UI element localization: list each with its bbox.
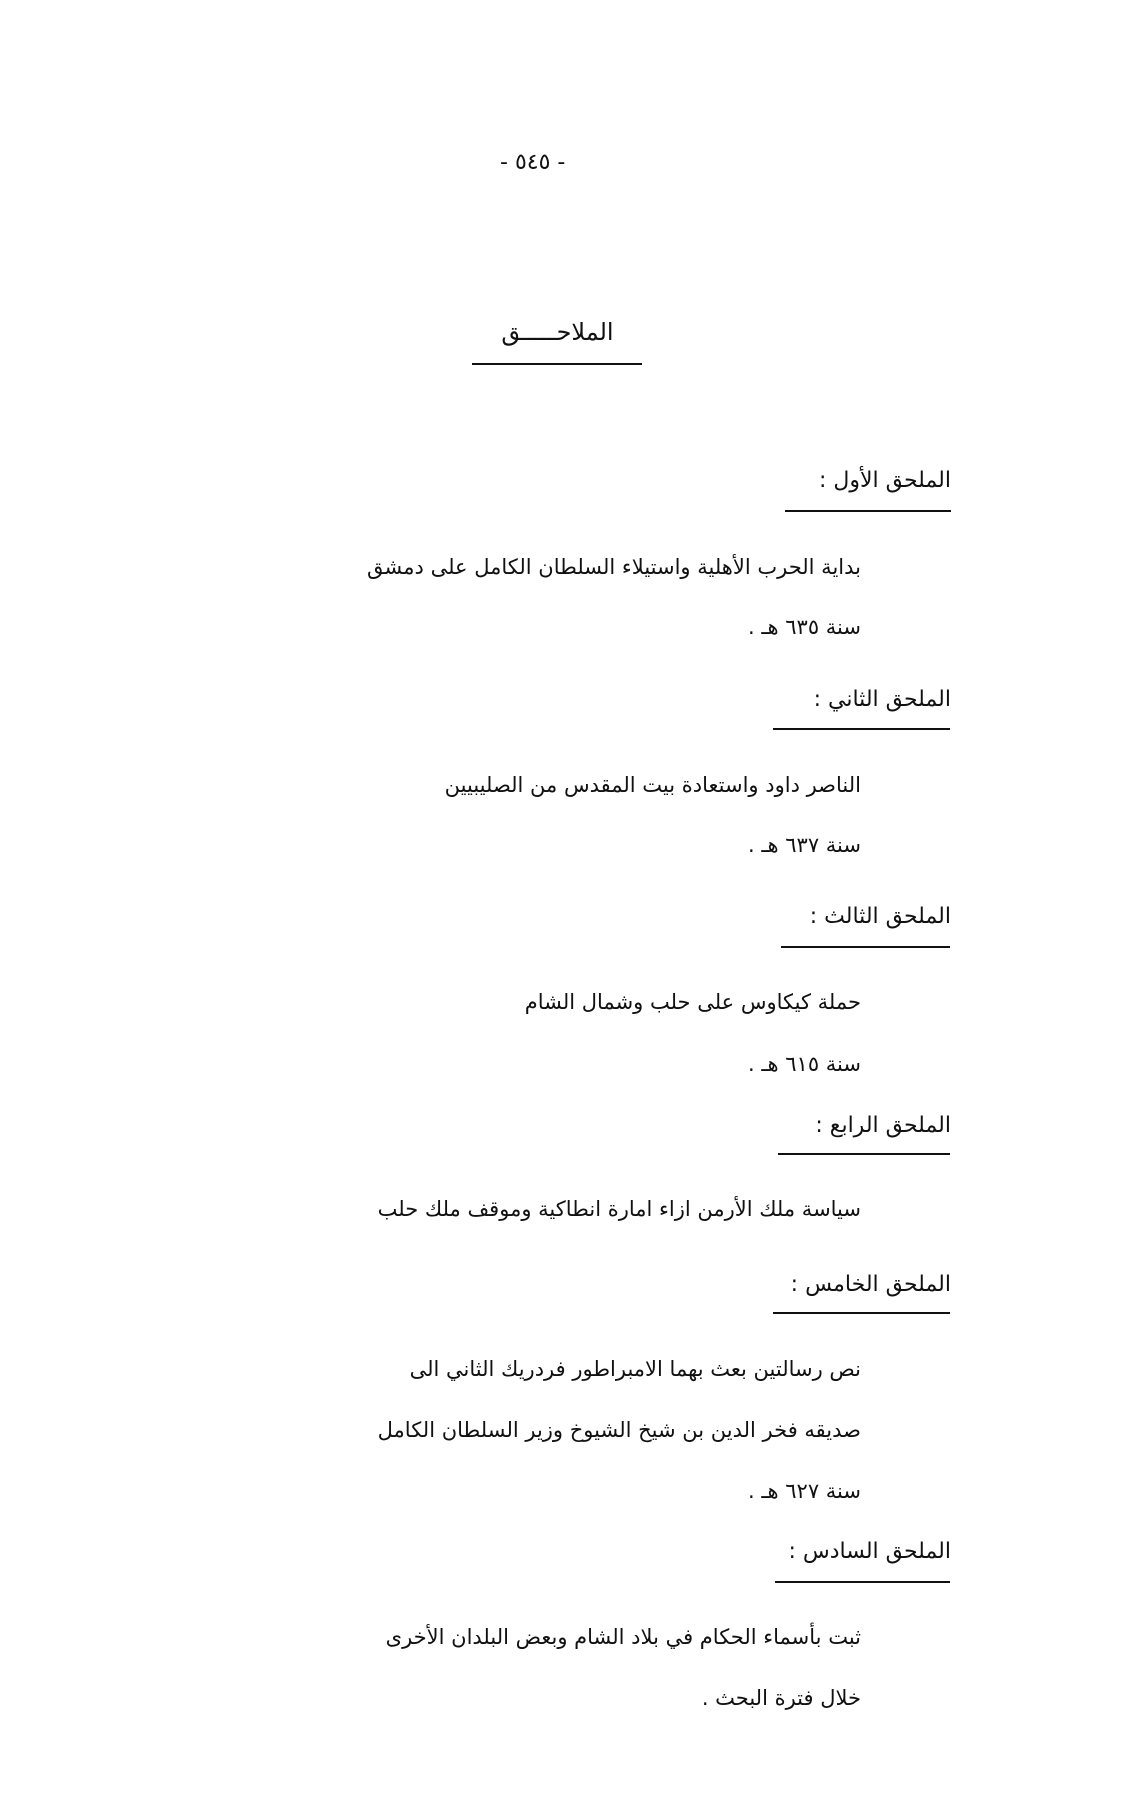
appendix-2-underline [773,728,950,730]
page-number: - ٥٤٥ - [500,150,566,175]
appendix-5-line-1: نص رسالتين بعث بهما الامبراطور فردريك الثاني الى [409,1357,861,1381]
appendix-5-underline [773,1312,950,1314]
appendix-2-heading: الملحق الثاني : [813,687,951,712]
appendix-5-line-2: صديقه فخر الدين بن شيخ الشيوخ وزير السلطان الكامل [377,1418,861,1442]
appendix-6-underline [775,1581,950,1583]
title-underline [472,363,642,365]
appendix-6-line-2: خلال فترة البحث . [701,1686,861,1710]
appendix-1-line-2: سنة ٦٣٥ هـ . [748,615,861,639]
appendix-3-heading: الملحق الثالث : [809,904,951,929]
appendix-3-line-1: حملة كيكاوس على حلب وشمال الشام [524,990,861,1014]
appendix-2-line-1: الناصر داود واستعادة بيت المقدس من الصليبيين [444,773,861,797]
appendix-1-underline [785,510,951,512]
page-title: الملاحـــــق [501,318,614,346]
appendix-6-heading: الملحق السادس : [788,1539,951,1564]
appendix-1-heading: الملحق الأول : [818,468,951,493]
appendix-3-underline [781,946,950,948]
appendix-4-heading: الملحق الرابع : [815,1113,951,1138]
appendix-1-line-1: بداية الحرب الأهلية واستيلاء السلطان الكامل على دمشق [367,555,861,579]
appendix-3-line-2: سنة ٦١٥ هـ . [748,1052,861,1076]
appendix-4-line-1: سياسة ملك الأرمن ازاء امارة انطاكية وموقف ملك حلب [377,1197,861,1221]
appendix-6-line-1: ثبت بأسماء الحكام في بلاد الشام وبعض البلدان الأخرى [385,1625,861,1649]
appendix-5-line-3: سنة ٦٢٧ هـ . [748,1479,861,1503]
appendix-2-line-2: سنة ٦٣٧ هـ . [748,833,861,857]
appendix-4-underline [778,1153,950,1155]
appendix-5-heading: الملحق الخامس : [790,1272,951,1297]
